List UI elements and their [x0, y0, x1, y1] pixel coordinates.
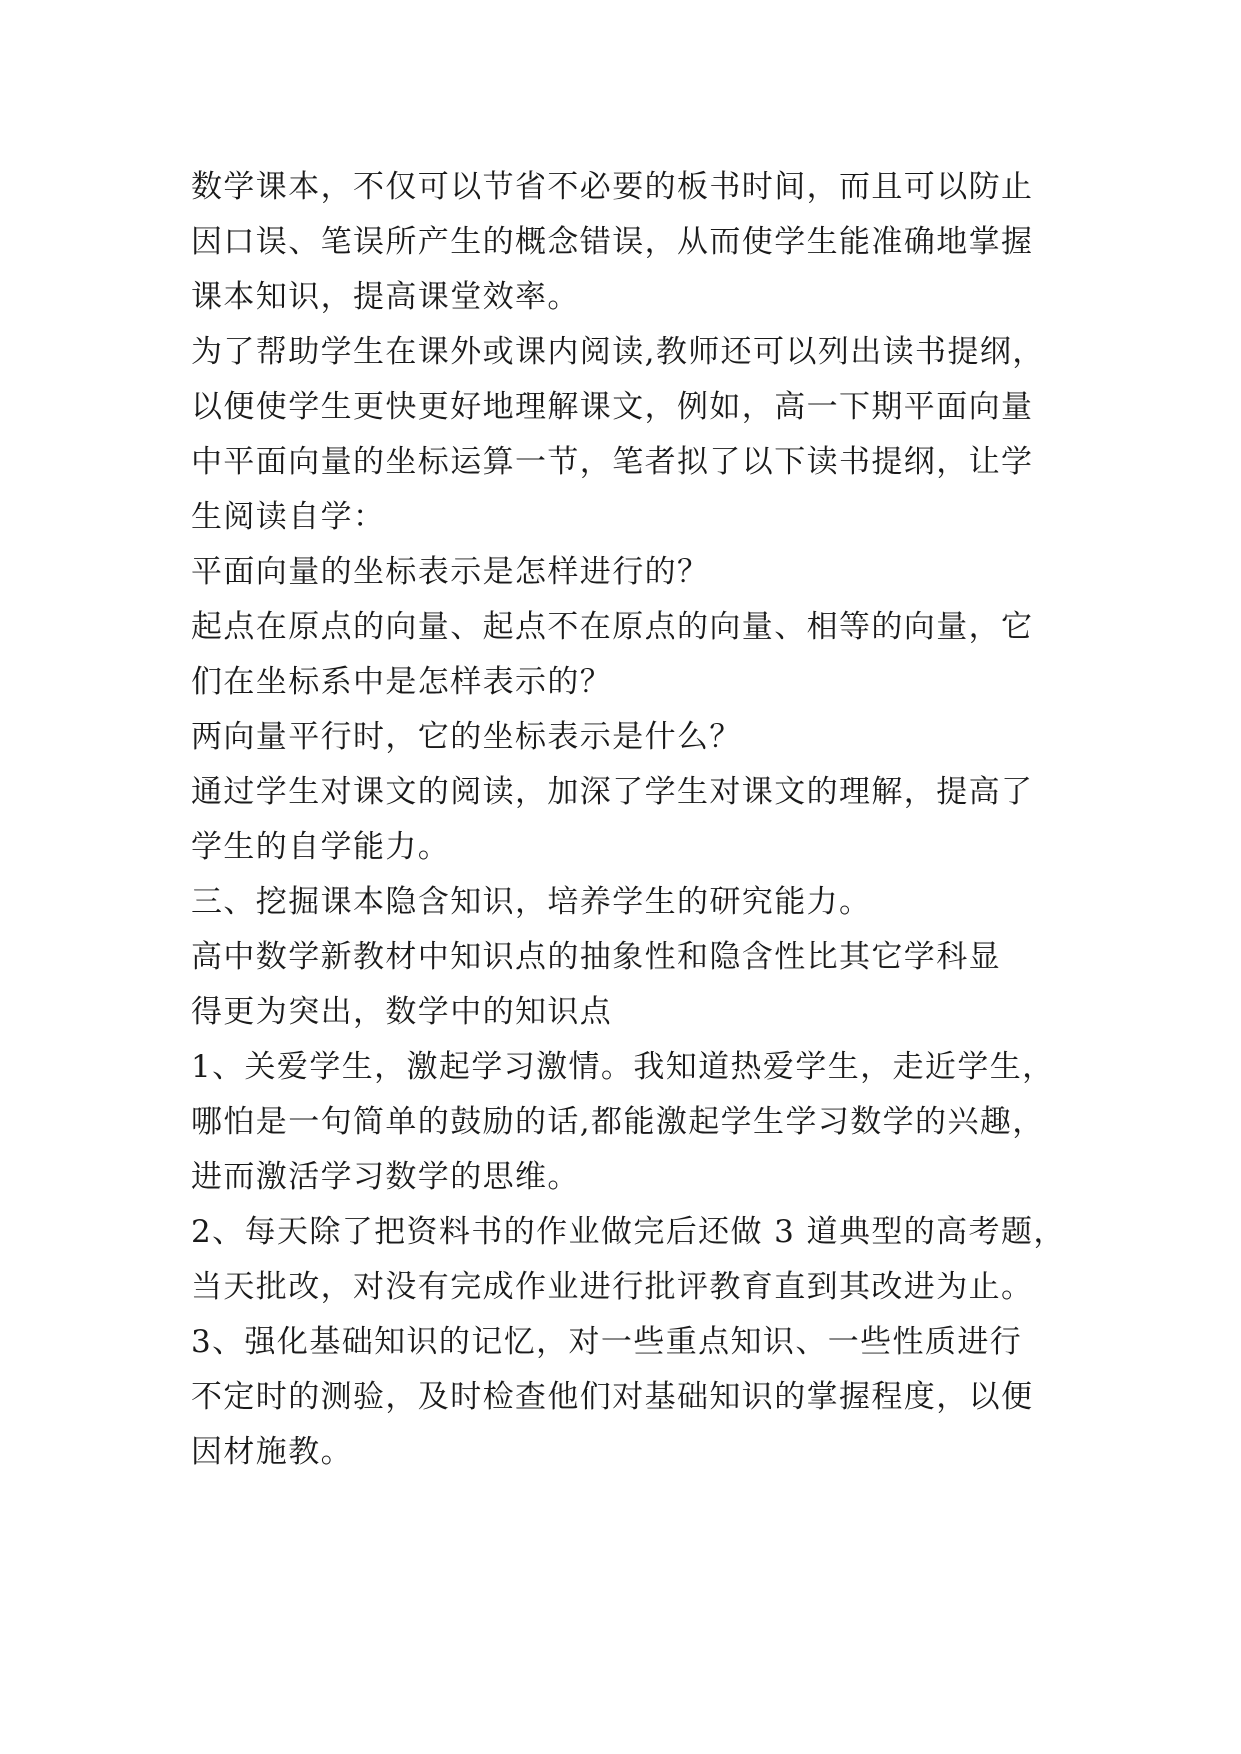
text-line: 以便使学生更快更好地理解课文，例如，高一下期平面向量	[191, 389, 1034, 425]
numbered-item-line: 因材施教。	[191, 1434, 353, 1470]
numbered-item-line: 哪怕是一句简单的鼓励的话,都能激起学生学习数学的兴趣，	[191, 1104, 1045, 1140]
numbered-item-line: 不定时的测验，及时检查他们对基础知识的掌握程度，以便	[191, 1379, 1034, 1415]
text-line: 课本知识，提高课堂效率。	[191, 279, 580, 315]
text-line: 通过学生对课文的阅读，加深了学生对课文的理解，提高了	[191, 774, 1034, 810]
numbered-item-line: 3、强化基础知识的记忆，对一些重点知识、一些性质进行	[191, 1324, 1023, 1360]
text-line: 生阅读自学：	[191, 499, 386, 535]
numbered-item-line: 1、关爱学生，激起学习激情。我知道热爱学生，走近学生，	[191, 1049, 1055, 1085]
text-line: 学生的自学能力。	[191, 829, 451, 865]
document-body	[191, 160, 1066, 1480]
numbered-item-line: 进而激活学习数学的思维。	[191, 1159, 580, 1195]
text-line: 为了帮助学生在课外或课内阅读,教师还可以列出读书提纲，	[191, 334, 1045, 370]
numbered-item-line: 2、每天除了把资料书的作业做完后还做 3 道典型的高考题，	[191, 1214, 1066, 1250]
section-heading: 三、挖掘课本隐含知识，培养学生的研究能力。	[191, 884, 872, 920]
question-line: 平面向量的坐标表示是怎样进行的？	[191, 554, 710, 590]
text-line: 得更为突出，数学中的知识点	[191, 994, 613, 1030]
text-line: 因口误、笔误所产生的概念错误，从而使学生能准确地掌握	[191, 224, 1034, 260]
text-line: 中平面向量的坐标运算一节，笔者拟了以下读书提纲，让学	[191, 444, 1034, 480]
question-line: 起点在原点的向量、起点不在原点的向量、相等的向量，它	[191, 609, 1034, 645]
question-line: 们在坐标系中是怎样表示的？	[191, 664, 613, 700]
text-line: 高中数学新教材中知识点的抽象性和隐含性比其它学科显	[191, 939, 1001, 975]
text-line: 数学课本，不仅可以节省不必要的板书时间，而且可以防止	[191, 169, 1034, 205]
numbered-item-line: 当天批改，对没有完成作业进行批评教育直到其改进为止。	[191, 1269, 1034, 1305]
question-line: 两向量平行时，它的坐标表示是什么？	[191, 719, 742, 755]
